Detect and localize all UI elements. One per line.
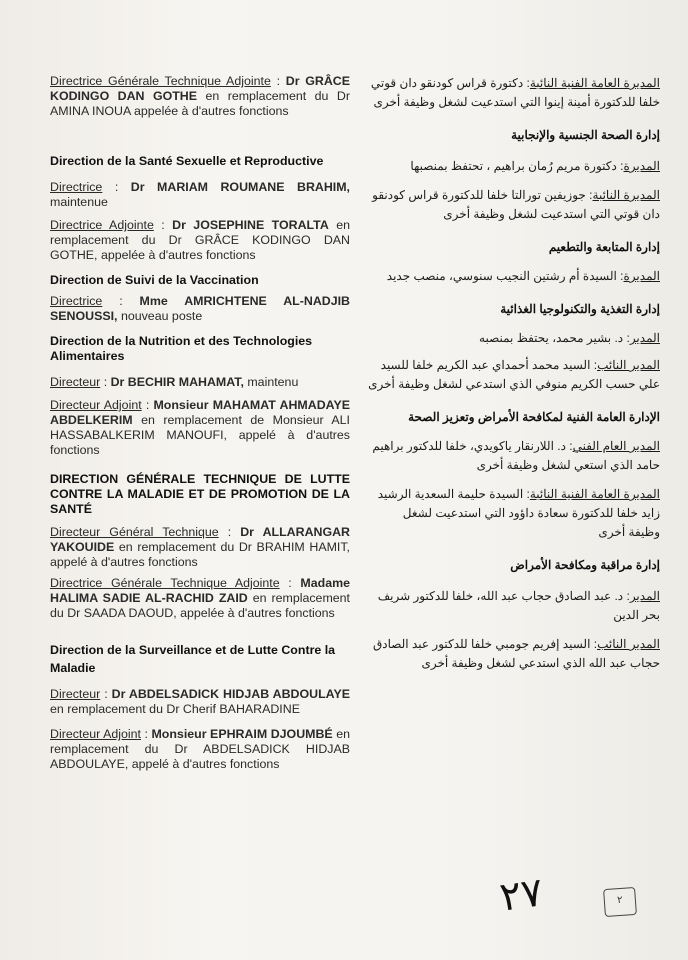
fr-entry-4: Directrice : Mme AMRICHTENE AL-NADJIB SENOUSSI, nouveau poste: [50, 294, 350, 323]
fr-section-3: Direction de la Nutrition et des Technologies Alimentaires: [50, 334, 313, 363]
ar-entry-7: المدير العام الفني: د. اللارنقار ياكويدي، خلفا للدكتور براهيم حامد الذي استعي لشغل وظيفة أخرى: [372, 439, 660, 472]
ar-entry-8: المديرة العامة الفنية النائبة: السيدة حليمة السعدية الرشيد زايد خلفا للدكتورة سعادة داؤود التي استدعيت لشغل وظيفة أخرى: [377, 487, 660, 539]
fr-entry-10: Directeur Adjoint : Monsieur EPHRAIM DJOUMBÉ en remplacement du Dr ABDELSADICK HIDJAB ABDOULAYE, appelé à d'autres fonctions: [50, 727, 350, 771]
fr-entry-9: Directeur : Dr ABDELSADICK HIDJAB ABDOULAYE en remplacement du Dr Cherif BAHARADINE: [50, 687, 350, 716]
french-column: [50, 74, 350, 772]
ar-section-5: إدارة مراقبة ومكافحة الأمراض: [510, 558, 660, 572]
ar-entry-10: المدير النائب: السيد إفريم جومبي خلفا للدكتور عبد الصادق حجاب عبد الله الذي استدعي لشغل وظيفة أخرى: [372, 637, 660, 670]
ar-entry-2: المديرة: دكتورة مريم رُمان براهيم ، تحتفظ بمنصبها: [410, 159, 660, 173]
handwritten-page-number: ٢٧: [497, 869, 546, 921]
ar-entry-3: المديرة النائبة: جوزيفين تورالتا خلفا للدكتورة قراس كودنقو دان قوتي التي استدعيت لشغل وظيفة أخرى: [372, 188, 660, 221]
fr-entry-8: Directrice Générale Technique Adjointe : Madame HALIMA SADIE AL-RACHID ZAID en remplacement du Dr SAADA DAOUD, appelée à d'autres fonctions: [50, 576, 350, 620]
fr-entry-6: Directeur Adjoint : Monsieur MAHAMAT AHMADAYE ABDELKERIM en remplacement de Monsieur ALI HASSABALKERIM MANOUFI, appelé à d'autres fonctions: [50, 398, 350, 457]
fr-section-2: Direction de Suivi de la Vaccination: [50, 273, 259, 287]
ar-section-2: إدارة المتابعة والتطعيم: [548, 240, 660, 254]
fr-entry-7: Directeur Général Technique : Dr ALLARANGAR YAKOUIDE en remplacement du Dr BRAHIM HAMIT, appelé à d'autres fonctions: [50, 525, 350, 569]
ar-section-3: إدارة التغذية والتكنولوجيا الغذائية: [500, 302, 660, 316]
ar-section-1: إدارة الصحة الجنسية والإنجابية: [511, 128, 660, 142]
ar-entry-6: المدير النائب: السيد محمد أحمداي عبد الكريم خلفا للسيد علي حسب الكريم منوفي الذي استدعي لشغل وظيفة أخرى: [368, 358, 660, 391]
fr-entry-5: Directeur : Dr BECHIR MAHAMAT, maintenu: [50, 375, 299, 389]
fr-section-1: Direction de la Santé Sexuelle et Reproductive: [50, 154, 324, 168]
fr-entry-2: Directrice : Dr MARIAM ROUMANE BRAHIM, maintenue: [50, 180, 351, 209]
ar-entry-9: المدير: د. عبد الصادق حجاب عبد الله، خلفا للدكتور شريف بحر الدين: [377, 589, 660, 622]
ar-entry-5: المدير: د. بشير محمد، يحتفظ بمنصبه: [479, 331, 660, 345]
page-number-box: ٢: [603, 887, 637, 917]
person-name: Dr GRÂCE KODINGO DAN GOTHE: [50, 74, 350, 103]
ar-entry-4: المديرة: السيدة أم رشتين النجيب سنوسي، منصب جديد: [386, 269, 660, 283]
ar-section-4: الإدارة العامة الفنية لمكافحة الأمراض وتعزيز الصحة: [408, 410, 660, 424]
ar-entry-1: المديرة العامة الفنية النائبة: دكتورة قراس كودنقو دان قوتي خلفا للدكتورة أمينة إينوا التي استدعيت لشغل وظيفة أخرى: [370, 76, 660, 109]
role: Directrice Générale Technique Adjointe: [50, 74, 271, 88]
fr-section-5: Direction de la Surveillance et de Lutte Contre la Maladie: [50, 643, 336, 675]
fr-entry-3: Directrice Adjointe : Dr JOSEPHINE TORALTA en remplacement du Dr GRÂCE KODINGO DAN GOTHE, appelée à d'autres fonctions: [50, 218, 350, 262]
fr-section-4: DIRECTION GÉNÉRALE TECHNIQUE DE LUTTE CONTRE LA MALADIE ET DE PROMOTION DE LA SANTÉ: [50, 472, 350, 516]
arabic-column: [368, 74, 660, 673]
fr-entry-1: Directrice Générale Technique Adjointe : Dr GRÂCE KODINGO DAN GOTHE en remplacement du Dr AMINA INOUA appelée à d'autres fonctions: [50, 74, 350, 118]
